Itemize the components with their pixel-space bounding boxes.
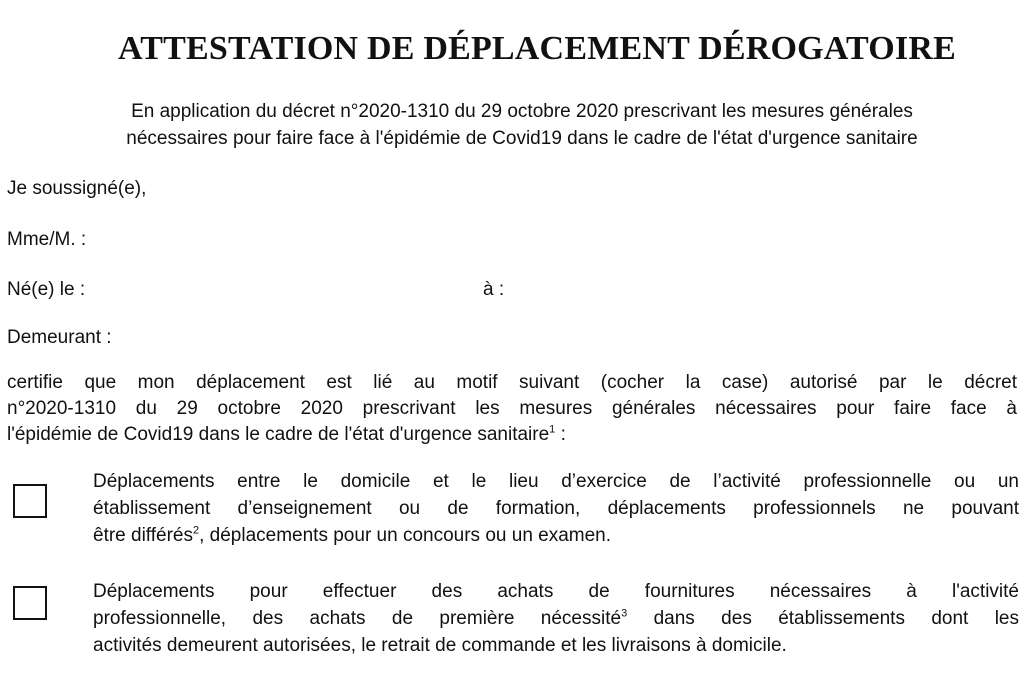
option-line: Déplacements entre le domicile et le lieu d’exercice de l’activité professionnelle ou un bbox=[93, 471, 1019, 492]
certify-line-text: l'épidémie de Covid19 dans le cadre de l'état d'urgence sanitaire bbox=[7, 424, 550, 445]
option-line bbox=[93, 522, 1019, 549]
option-line: Déplacements pour effectuer des achats de fournitures nécessaires à l'activité bbox=[93, 581, 1019, 602]
option-line-text: dans des établissements dont les bbox=[627, 608, 1019, 629]
address-field-label: Demeurant : bbox=[7, 327, 112, 348]
checkbox-travel-work[interactable] bbox=[13, 484, 47, 518]
footnote-marker: 1 bbox=[549, 423, 556, 436]
option-line: activités demeurent autorisées, le retrait de commande et les livraisons à domicile. bbox=[93, 635, 787, 656]
footnote-marker: 3 bbox=[621, 607, 628, 620]
option-line-text: être différés bbox=[93, 525, 193, 546]
decree-intro bbox=[0, 98, 1024, 152]
certify-line: n°2020-1310 du 29 octobre 2020 prescrivant les mesures générales nécessaires pour faire face à bbox=[7, 398, 1017, 419]
option-line-text: , déplacements pour un concours ou un examen. bbox=[199, 525, 612, 546]
document-title: ATTESTATION DE DÉPLACEMENT DÉROGATOIRE bbox=[118, 30, 956, 67]
soussigne-label: Je soussigné(e), bbox=[7, 178, 147, 199]
birth-date-field-label: Né(e) le : bbox=[7, 279, 86, 300]
certify-line: certifie que mon déplacement est lié au motif suivant (cocher la case) autorisé par le décret bbox=[7, 372, 1017, 393]
checkbox-purchases[interactable] bbox=[13, 586, 47, 620]
footnote-marker: 2 bbox=[192, 524, 200, 537]
option-line-text: professionnelle, des achats de première nécessité bbox=[93, 608, 622, 629]
option-line bbox=[93, 605, 1019, 632]
certification-text bbox=[7, 370, 1017, 448]
certify-line-end: : bbox=[555, 424, 566, 445]
birth-place-field-label: à : bbox=[483, 279, 505, 300]
intro-line: En application du décret n°2020-1310 du 29 octobre 2020 prescrivant les mesures générales bbox=[131, 101, 913, 122]
option-line: établissement d’enseignement ou de formation, déplacements professionnels ne pouvant bbox=[93, 498, 1019, 519]
option-purchases bbox=[93, 578, 1019, 659]
name-field-label: Mme/M. : bbox=[7, 229, 87, 250]
intro-line: nécessaires pour faire face à l'épidémie de Covid19 dans le cadre de l'état d'urgence sanitaire bbox=[126, 128, 918, 149]
option-travel-work bbox=[93, 468, 1019, 549]
certify-line bbox=[7, 422, 1017, 448]
